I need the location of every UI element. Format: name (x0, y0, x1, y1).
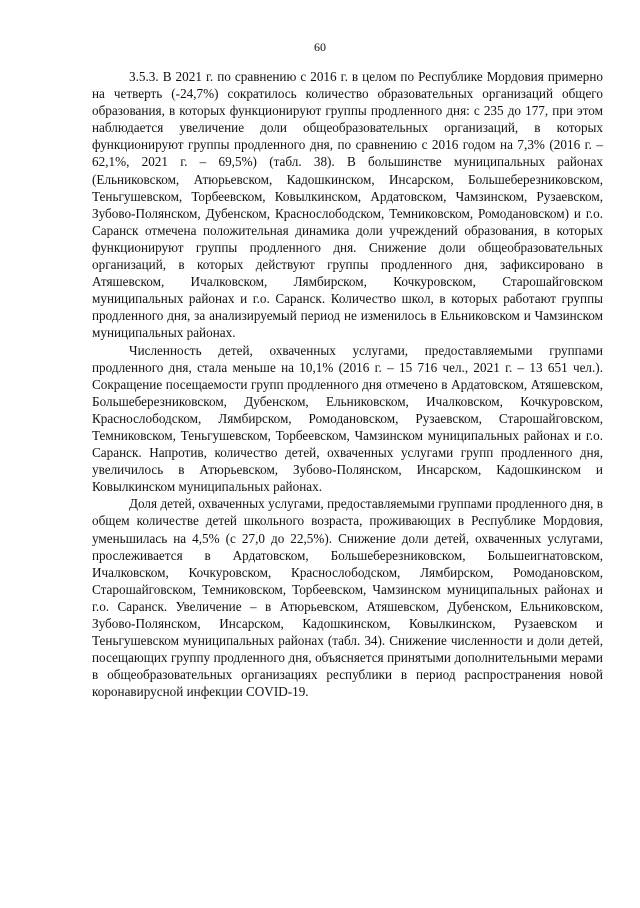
body-text (92, 68, 603, 700)
paragraph-3-5-3: 3.5.3. В 2021 г. по сравнению с 2016 г. в целом по Республике Мордовия примерно на четверть (-24,7%) сократилось количество образовательных организаций общего образования, в которых функционируют группы продленного дня: с 235 до 177, при этом наблюдается увеличение доли общеобразовательных организаций, в которых функционируют группы продленного дня, по сравнению с 2016 годом на 7,3% (2016 г. – 62,1%, 2021 г. – 69,5%) (табл. 38). В большинстве муниципальных районах (Ельниковском, Атюрьевском, Кадошкинском, Инсарском, Большеберезниковском, Теньгушевском, Торбеевском, Ковылкинском, Ардатовском, Чамзинском, Рузаевском, Зубово-Полянском, Дубенском, Краснослободском, Темниковском, Ромодановском) и г.о. Саранск отмечена положительная динамика доли учреждений образования, в которых функционируют группы продленного дня. Снижение доли общеобразовательных организаций, в которых действуют группы продленного дня, зафиксировано в Атяшевском, Ичалковском, Лямбирском, Кочкуровском, Старошайговском муниципальных районах и г.о. Саранск. Количество школ, в которых работают группы продленного дня, за анализируемый период не изменилось в Ельниковском и Чамзинском муниципальных районах. (92, 69, 603, 341)
paragraph-children-share: Доля детей, охваченных услугами, предоставляемыми группами продленного дня, в общем количестве детей школьного возраста, проживающих в Республике Мордовия, уменьшилась на 4,5% (с 27,0 до 22,5%). Снижение доли детей, охваченных услугами, прослеживается в Ардатовском, Большеберезниковском, Большеигнатовском, Ичалковском, Кочкуровском, Краснослободском, Лямбирском, Ромодановском, Старошайговском, Темниковском, Торбеевском, Чамзинском муниципальных районах и г.о. Саранск. Увеличение – в Атюрьевском, Атяшевском, Дубенском, Ельниковском, Зубово-Полянском, Инсарском, Кадошкинском, Ковылкинском, Рузаевском и Теньгушевском муниципальных районах (табл. 34). Снижение численности и доли детей, посещающих группу продленного дня, объясняется принятыми дополнительными мерами в общеобразовательных организациях республики в период распространения новой коронавирусной инфекции COVID-19. (92, 496, 603, 700)
paragraph-children-count: Численность детей, охваченных услугами, предоставляемыми группами продленного дня, стала меньше на 10,1% (2016 г. – 15 716 чел., 2021 г. – 13 651 чел.). Сокращение посещаемости групп продленного дня отмечено в Ардатовском, Атяшевском, Большеберезниковском, Дубенском, Ельниковском, Ичалковском, Кочкуровском, Краснослободском, Лямбирском, Ромодановском, Рузаевском, Старошайговском, Темниковском, Теньгушевском, Торбеевском, Чамзинском муниципальных районах и г.о. Саранск. Напротив, количество детей, охваченных услугами групп продленного дня, увеличилось в Атюрьевском, Зубово-Полянском, Инсарском, Кадошкинском и Ковылкинском муниципальных районах. (92, 342, 603, 495)
page-number: 60 (314, 40, 326, 54)
